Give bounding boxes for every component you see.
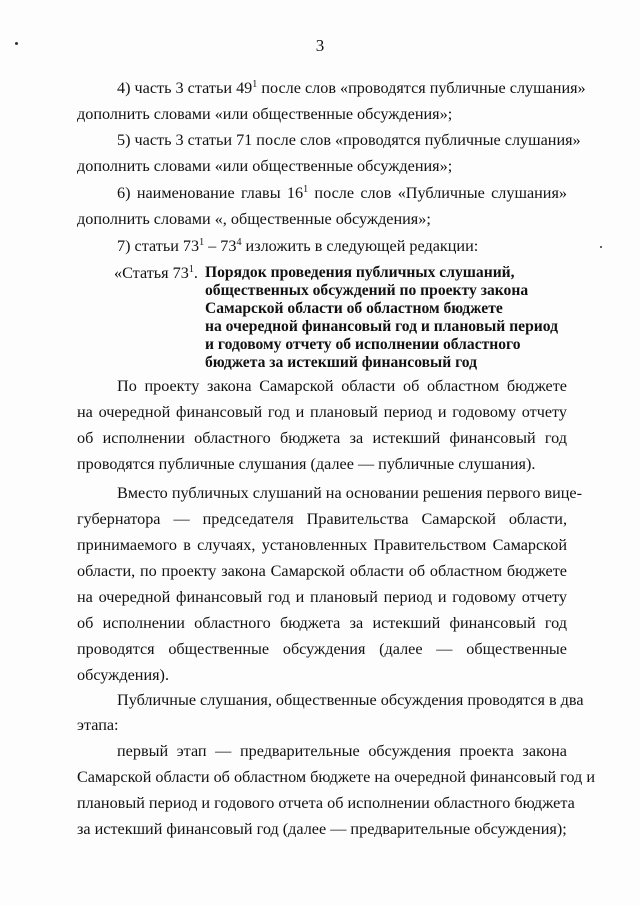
- article-label: «Статья $73^1$.: [114, 264, 198, 282]
- article-title-line: общественных обсуждений по проекту закона: [205, 282, 529, 299]
- item-5-line-2: дополнить словами «или общественные обсуждения»;: [77, 157, 453, 175]
- page-number: 3: [315, 36, 325, 55]
- item-4-line-1: 4) часть 3 статьи $49^1$ после слов «проводятся публичные слушания»: [117, 79, 586, 97]
- paragraph-4-line: Самарской области об областном бюджете на очередной финансовый год и: [77, 768, 595, 786]
- paragraph-2-line: области, по проекту закона Самарской области об областном бюджете: [77, 562, 567, 580]
- paragraph-2-line: Вместо публичных слушаний на основании решения первого вице-: [117, 484, 583, 502]
- scan-speck: [600, 246, 602, 248]
- paragraph-1-line: об исполнении областного бюджета за истекший финансовый год: [77, 429, 567, 447]
- article-title-line: на очередной финансовый год и плановый период: [205, 318, 558, 335]
- paragraph-2-line: принимаемого в случаях, установленных Правительством Самарской: [77, 536, 567, 554]
- paragraph-4-line: первый этап — предварительные обсуждения проекта закона: [117, 742, 567, 760]
- article-title-line: бюджета за истекший финансовый год: [205, 354, 478, 371]
- item-6-line-1: 6) наименование главы $16^1$ после слов «Публичные слушания»: [117, 184, 567, 202]
- paragraph-1-line: на очередной финансовый год и плановый период и годовому отчету: [77, 403, 567, 421]
- paragraph-2-line: на очередной финансовый год и плановый период и годовому отчету: [77, 588, 567, 606]
- paragraph-1-line: проводятся публичные слушания (далее — публичные слушания).: [77, 455, 536, 473]
- paragraph-2-line: губернатора — председателя Правительства Самарской области,: [77, 510, 567, 528]
- paragraph-4-line: плановый период и годового отчета об исполнении областного бюджета: [77, 794, 575, 812]
- paragraph-4-line: за истекший финансовый год (далее — предварительные обсуждения);: [77, 820, 567, 838]
- paragraph-3-line: этапа:: [77, 716, 119, 734]
- paragraph-2-line: обсуждения).: [77, 666, 169, 684]
- paragraph-1-line: По проекту закона Самарской области об областном бюджете: [117, 377, 567, 395]
- article-title-line: Самарской области об областном бюджете: [205, 300, 503, 317]
- article-title-line: Порядок проведения публичных слушаний,: [205, 264, 515, 281]
- paragraph-2-line: об исполнении областного бюджета за истекший финансовый год: [77, 614, 567, 632]
- article-title-line: и годовому отчету об исполнении областного: [205, 336, 521, 353]
- paragraph-3-line: Публичные слушания, общественные обсуждения проводятся в два: [117, 691, 584, 709]
- item-4-line-2: дополнить словами «или общественные обсуждения»;: [77, 105, 453, 123]
- paragraph-2-line: проводятся общественные обсуждения (далее — общественные: [77, 640, 567, 658]
- item-7-line-1: 7) статьи $73^1 - 73^4$ изложить в следующей редакции:: [117, 237, 479, 255]
- item-6-line-2: дополнить словами «, общественные обсуждения»;: [77, 210, 431, 228]
- item-5-line-1: 5) часть 3 статьи 71 после слов «проводятся публичные слушания»: [117, 131, 581, 149]
